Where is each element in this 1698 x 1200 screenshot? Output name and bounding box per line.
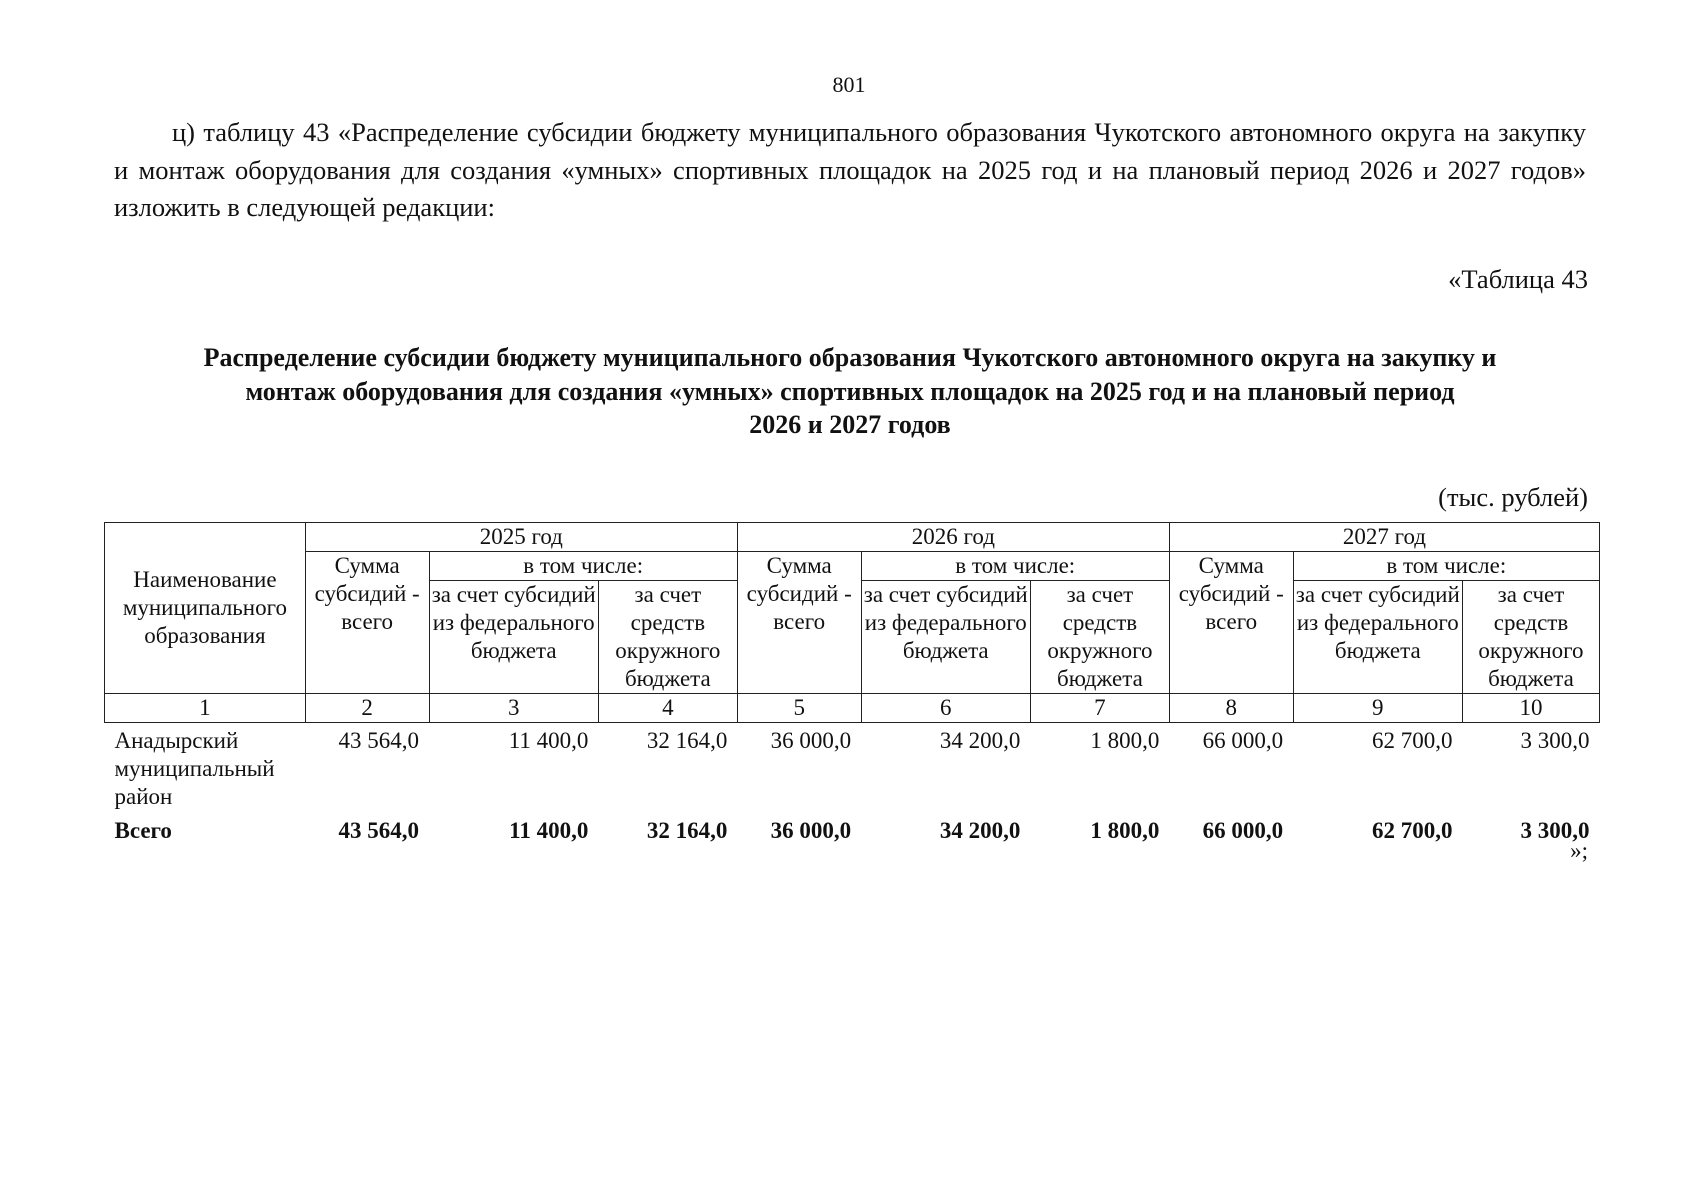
header-row-years	[105, 523, 1600, 552]
table-cell: 3 300,0	[1520, 728, 1590, 753]
table-cell: 34 200,0	[939, 728, 1021, 753]
table-title-line: Распределение субсидии бюджету муниципального образования Чукотского автономного округа на закупку и	[203, 343, 1497, 372]
total-cell: 36 000,0	[770, 818, 852, 843]
table-cell: 62 700,0	[1371, 728, 1453, 753]
total-cell: 32 164,0	[646, 818, 728, 843]
page-number: 801	[832, 72, 866, 97]
column-number: 10	[1462, 694, 1599, 723]
header-row-numbers	[105, 694, 1600, 723]
table-title-line: монтаж оборудования для создания «умных» спортивных площадок на 2025 год и на плановый период	[245, 376, 1455, 406]
table-label: «Таблица 43	[1448, 264, 1588, 294]
table-cell: 11 400,0	[508, 728, 589, 753]
header-including: в том числе:	[861, 552, 1169, 581]
table-title	[114, 341, 1586, 442]
column-number: 9	[1293, 694, 1462, 723]
header-year-2027: 2027 год	[1169, 523, 1599, 552]
municipality-name: Анадырский муниципальный район	[114, 728, 275, 809]
header-sum-total: Сумма субсидий - всего	[305, 552, 429, 694]
header-row-groups	[105, 552, 1600, 581]
header-year-2025: 2025 год	[305, 523, 737, 552]
header-including: в том числе:	[429, 552, 737, 581]
header-federal: за счет субсидий из федерального бюджета	[1293, 581, 1462, 694]
table-row	[105, 723, 1600, 812]
closing-quote-mark: »;	[1570, 838, 1588, 863]
column-number: 2	[305, 694, 429, 723]
table-title-line: 2026 и 2027 годов	[749, 410, 951, 439]
total-cell: 1 800,0	[1090, 818, 1160, 843]
column-number: 8	[1169, 694, 1293, 723]
column-number: 7	[1030, 694, 1169, 723]
total-cell: 34 200,0	[939, 818, 1021, 843]
table-total-row	[105, 811, 1600, 845]
header-district: за счет средств окружного бюджета	[1030, 581, 1169, 694]
column-number: 4	[598, 694, 737, 723]
units-label: (тыс. рублей)	[1438, 482, 1588, 512]
total-cell: 11 400,0	[509, 818, 589, 843]
header-name-col: Наименование муниципального образования	[105, 523, 306, 694]
total-cell: 66 000,0	[1202, 818, 1284, 843]
header-district: за счет средств окружного бюджета	[1462, 581, 1599, 694]
table-cell: 1 800,0	[1090, 728, 1160, 753]
header-year-2026: 2026 год	[737, 523, 1169, 552]
total-cell: 3 300,0	[1520, 818, 1590, 843]
total-label: Всего	[114, 818, 172, 843]
column-number: 5	[737, 694, 861, 723]
table-cell: 36 000,0	[770, 728, 852, 753]
header-including: в том числе:	[1293, 552, 1599, 581]
header-federal: за счет субсидий из федерального бюджета	[861, 581, 1030, 694]
total-cell: 43 564,0	[338, 818, 420, 843]
subsidy-table	[104, 522, 1600, 845]
header-federal: за счет субсидий из федерального бюджета	[429, 581, 598, 694]
total-cell: 62 700,0	[1371, 818, 1453, 843]
column-number: 3	[429, 694, 598, 723]
table-cell: 32 164,0	[646, 728, 728, 753]
column-number: 1	[105, 694, 306, 723]
header-sum-total: Сумма субсидий - всего	[1169, 552, 1293, 694]
column-number: 6	[861, 694, 1030, 723]
table-cell: 66 000,0	[1202, 728, 1284, 753]
header-sum-total: Сумма субсидий - всего	[737, 552, 861, 694]
header-district: за счет средств окружного бюджета	[598, 581, 737, 694]
intro-paragraph: ц) таблицу 43 «Распределение субсидии бюджету муниципального образования Чукотского автономного округа на закупку и монтаж оборудования для создания «умных» спортивных площадок на 2025 год и на плановый период 2026 и 2027 годов» изложить в следующей редакции:	[114, 117, 1586, 222]
table-cell: 43 564,0	[338, 728, 420, 753]
